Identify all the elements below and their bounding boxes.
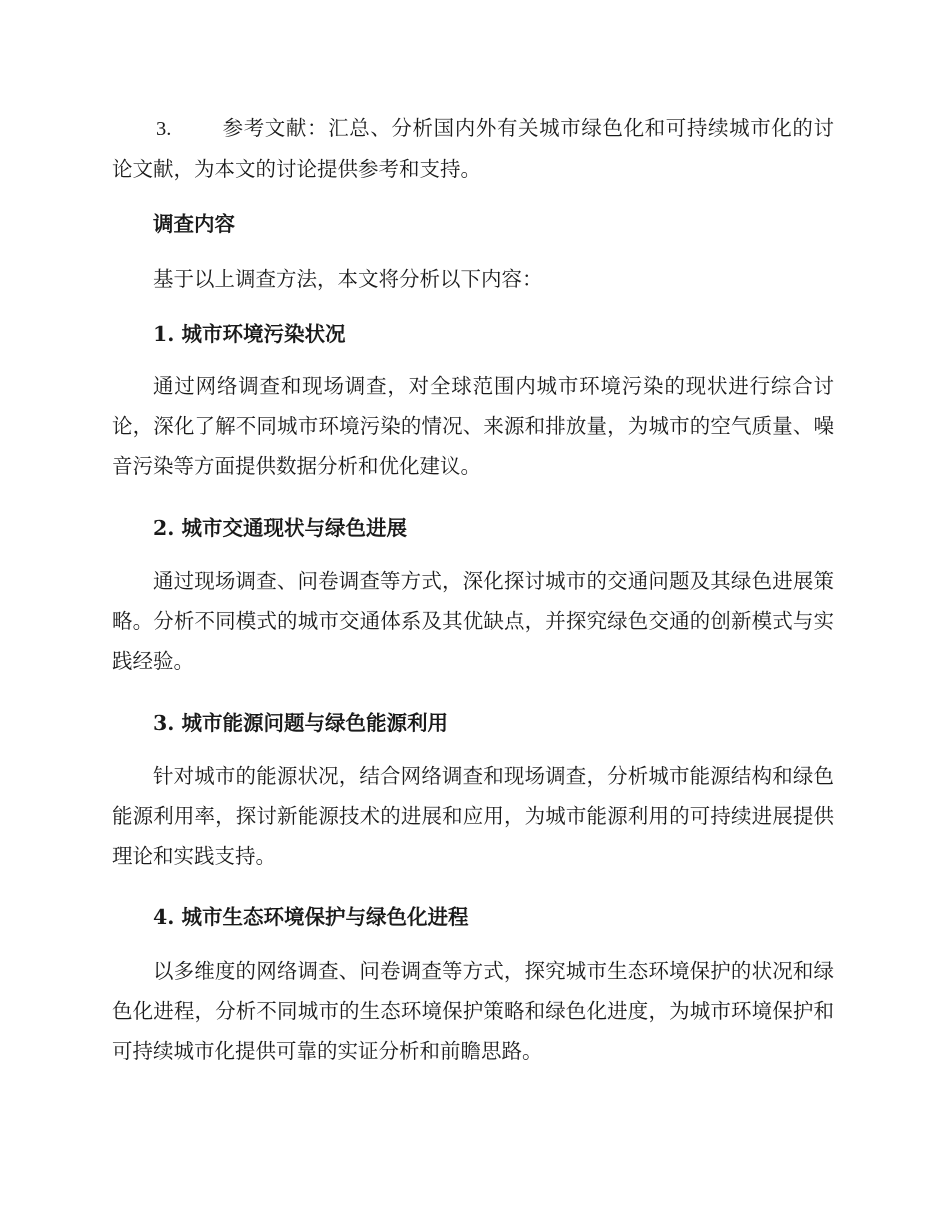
- section-title-block: [112, 204, 834, 244]
- item-body: 通过网络调查和现场调查，对全球范围内城市环境污染的现状进行综合讨论，深化了解不同城市环境污染的情况、来源和排放量，为城市的空气质量、噪音污染等方面提供数据分析和优化建议。: [112, 374, 834, 478]
- item-4-heading-block: [112, 897, 834, 937]
- reference-item: [112, 108, 834, 189]
- item-1-body-block: [112, 366, 834, 486]
- section-intro: 基于以上调查方法，本文将分析以下内容：: [153, 267, 543, 291]
- item-heading: 1. 城市环境污染状况: [153, 322, 346, 346]
- item-heading: 3. 城市能源问题与绿色能源利用: [153, 711, 449, 735]
- section-title: 调查内容: [153, 212, 235, 236]
- item-body: 以多维度的网络调查、问卷调查等方式，探究城市生态环境保护的状况和绿色化进程，分析不同城市的生态环境保护策略和绿色化进度，为城市环境保护和可持续城市化提供可靠的实证分析和前瞻思路。: [112, 959, 834, 1063]
- item-body: 针对城市的能源状况，结合网络调查和现场调查，分析城市能源结构和绿色能源利用率，探讨新能源技术的进展和应用，为城市能源利用的可持续进展提供理论和实践支持。: [112, 764, 834, 868]
- item-3-body-block: [112, 756, 834, 876]
- item-2-body-block: [112, 561, 834, 681]
- reference-paragraph: [112, 108, 834, 189]
- item-1-heading-block: [112, 314, 834, 354]
- reference-text: 参考文献：汇总、分析国内外有关城市绿色化和可持续城市化的讨论文献，为本文的讨论提供参考和支持。: [112, 116, 834, 181]
- item-3-heading-block: [112, 703, 834, 743]
- list-number: 3.: [156, 118, 172, 140]
- section-intro-block: [112, 259, 834, 299]
- item-heading: 2. 城市交通现状与绿色进展: [153, 516, 408, 540]
- item-2-heading-block: [112, 508, 834, 548]
- item-heading: 4. 城市生态环境保护与绿色化进程: [153, 905, 469, 929]
- item-4-body-block: [112, 951, 834, 1071]
- item-body: 通过现场调查、问卷调查等方式，深化探讨城市的交通问题及其绿色进展策略。分析不同模式的城市交通体系及其优缺点，并探究绿色交通的创新模式与实践经验。: [112, 569, 834, 673]
